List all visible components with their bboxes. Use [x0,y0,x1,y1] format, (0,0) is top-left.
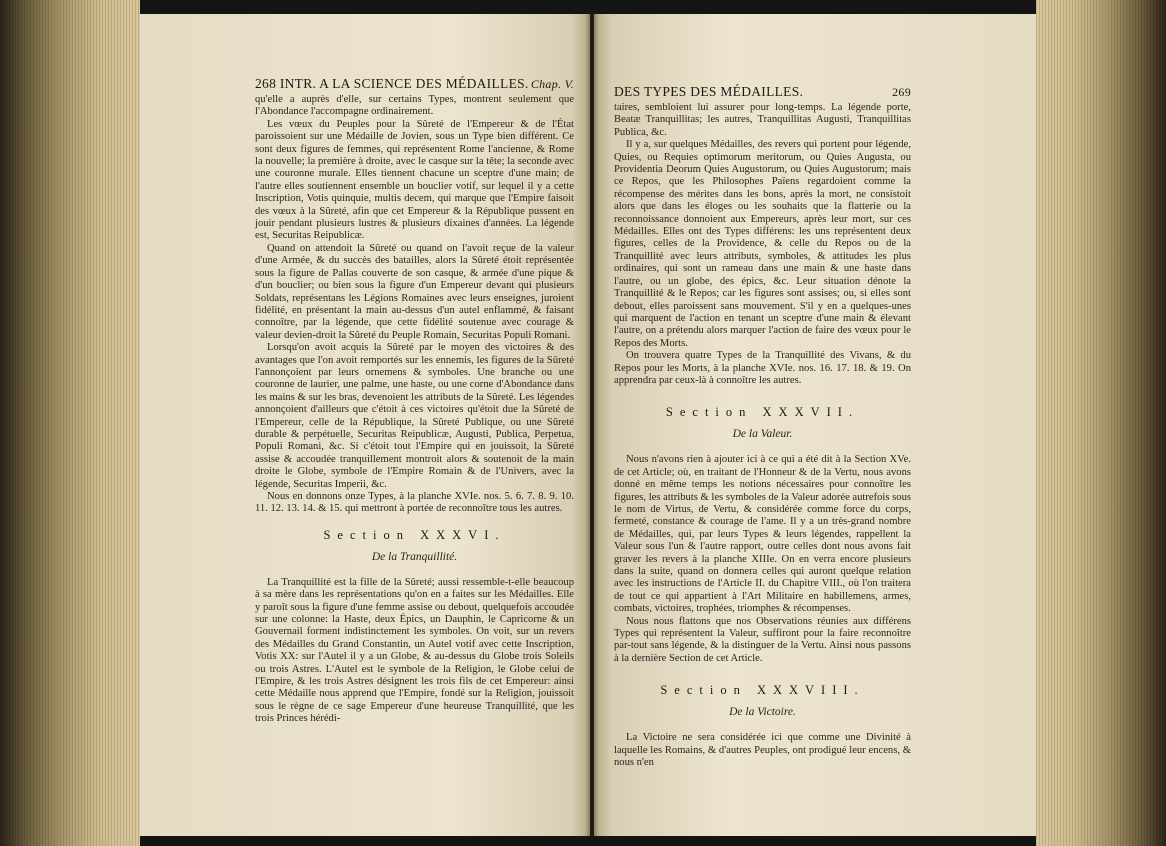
left-running-header [255,76,574,92]
book-gutter [585,14,599,836]
paragraph: taires, sembloient lui assurer pour long-temps. La légende porte, Beatæ Tranquillitas; les autres, Tranquillitas Augusti, Tranquillitas Publica, &c. [614,102,911,138]
page-number: 269 [892,85,911,99]
paragraph: Nous n'avons rien à ajouter ici à ce qui a été dit à la Section XVe. de cet Article; où, en traitant de l'Honneur & de la Vertu, nous avons donné en même temps les notions nécessaires pour connoître les figures, les attributs & les symboles de la Valeur adorée autrefois sous le nom de Virtus, de Vertu, & considérée comme force du corps, fermeté, constance & courage de l'ame. Il y a un très-grand nombre de Médailles, qui, par leurs Types & leurs légendes, rappellent la Valeur sous l'un & l'autre rapport, outre celles dont nous avons fait graver les revers à la planche XIIIe. On en verra encore plusieurs dans la suite, quand on donnera celles qui auront quelque relation avec les instructions de l'Article II. du Chapitre VIII., où l'on traitera de tout ce qui appartient à l'Art Militaire en habillemens, armes, combats, victoires, trophées, triomphes & récompenses. [614,454,911,615]
paragraph: Nous en donnons onze Types, à la planche XVIe. nos. 5. 6. 7. 8. 9. 10. 11. 12. 13. 14. & 15. qui mettront à portée de reconnoître tous les autres. [255,491,574,515]
paragraph: Les vœux du Peuples pour la Sûreté de l'Empereur & de l'État paroissoient sur une Médaille de Jovien, sous un Type bien différent. Ce sont deux figures de femmes, qui représentent Rome l'ancienne, & Rome la nouvelle; la première à droite, avec le casque sur la tête; la seconde avec une couronne murale. Elles tiennent chacune un sceptre d'une main; de l'autre elles soutiennent ensemble un bouclier votif, sur lequel il y a cette Inscription, Votis quinquie, multis decem, qui marque que l'Empire faisoit des vœux à la Sûreté, afin que cet Empereur & la République pussent en jouir pendant plusieurs lustres & plusieurs dixaines d'années. La légende est, Securitas Reipublicæ. [255,118,574,242]
paragraph: On trouvera quatre Types de la Tranquillité des Vivans, & du Repos pour les Morts, à la planche XVIe. nos. 16. 17. 18. & 19. On apprendra par ceux-là à connoître les autres. [614,350,911,386]
section-title: Section XXXVI. [323,527,506,542]
left-page-edges [0,0,140,846]
paragraph: Il y a, sur quelques Médailles, des revers qui portent pour légende, Quies, ou Requies optimorum meritorum, ou Quies Augusta, ou Providentia Deorum Quies Augustorum, ou Quies Augustorum; mais ce Repos, que les Philosophes Païens regardoient comme la récompense des mérites dans les bons, après la mort, ne consistoit alors que dans les éloges ou les souhaits que la flatterie ou la reconnoissance donnoient aux Empereurs, après leur mort, sur ces Médailles. Elles ont des Types différens: les uns représentent deux figures, celles de la Providence, & celle du Repos ou de la Tranquillité avec leurs attributs, symboles, & attitudes les plus ordinaires, qui sont un rameau dans une main & une haste dans l'autre, ou un globe, des épics, &c. Leur situation dénote la Tranquillité & le Repos; car les figures sont assises; ou, si elles sont debout, elles paroissent sans mouvement. S'il y en a quelques-unes qui marquent de l'action en tenant un sceptre d'une main & élevant l'autre, on a prétendu alors marquer l'action de faire des vœux pour le Repos des Morts. [614,139,911,349]
paragraph: Quand on attendoit la Sûreté ou quand on l'avoit reçue de la valeur d'une Armée, & du succès des batailles, alors la Sûreté étoit représentée sous la figure de Pallas couverte de son casque, & armée d'une pique & d'un bouclier; ou bien sous la figure d'un Empereur devant qui plusieurs Soldats, représentans les Légions Romaines avec leurs enseignes, juroient fidélité, en présentant la main au-dessus d'un autel enflammé, & faisant connoître, par la légende, que cette fidélité soutenue avec courage & valeur devien-droit la Sûreté du Peuple Romain, Securitas Populi Romani. [255,242,574,341]
left-header-chapter: Chap. V. [530,77,574,91]
section-subtitle: De la Valeur. [732,428,793,441]
right-header-title: DES TYPES DES MÉDAILLES. [614,84,804,99]
section-subtitle: De la Victoire. [729,706,796,719]
left-page [140,14,590,836]
left-header-title: 268 INTR. A LA SCIENCE DES MÉDAILLES. [255,76,529,91]
paragraph: La Tranquillité est la fille de la Sûreté; aussi ressemble-t-elle beaucoup à sa mère dans les représentations qu'on en a faites sur les Médailles. Elle y paroît sous la figure d'une femme assise ou debout, quelquefois accoudée sur une colonne: la Haste, deux Épics, un Dauphin, le Capricorne & un Gouvernail forment indistinctement les symboles. On voit, sur un revers des Médailles du Grand Constantin, un Autel votif avec cette Inscription, Votis XX: sur l'Autel il y a un Globe, & au-dessus du Globe trois Soleils ou trois Astres. L'Autel est le symbole de la Religion, le Globe celui de l'Empire, & les trois Astres désignent les trois fils de cet Empereur: ainsi cette Médaille nous apprend que l'Empire, fondé sur la Religion, jouissoit sous le règne de ce sage Empereur d'une heureuse Tranquillité, que les trois Princes hérédi- [255,576,574,725]
paragraph: qu'elle a auprès d'elle, sur certains Types, montrent seulement que l'Abondance l'accompagne ordinairement. [255,94,574,118]
section-subtitle: De la Tranquillité. [371,550,458,563]
right-page [594,14,1036,836]
section-title: Section XXXVII. [665,405,860,420]
section-title: Section XXXVIII. [660,683,865,698]
right-page-edges [1036,0,1166,846]
paragraph: Lorsqu'on avoit acquis la Sûreté par le moyen des victoires & des avantages que l'on avoit remportés sur les ennemis, les figures de la Sûreté l'annonçoient par leurs ornemens & symboles. Une branche ou une couronne de laurier, une palme, une haste, ou une corne d'Abondance dans les mains & sur les bras, devenoient les attributs de la Sûreté. Les légendes annonçoient d'ailleurs que c'étoit à ces victoires qu'étoit due la Sûreté de l'Empereur, celle de la République, la Sûreté Publique, ou une Sûreté durable & perpétuelle, Securitas Reipublicæ, Augusti, Publica, Perpetua, Populi Romani, &c. Si c'étoit tout l'Empire qui en jouissoit, la Sûreté assise & accoudée tranquillement montroit alors & soutenoit de la main droite le Globe, symbole de l'Empire Romain & de l'Univers, avec la légende, Securitas Imperii, &c. [255,342,574,490]
paragraph: Nous nous flattons que nos Observations réunies aux différens Types qui représentent la Valeur, suffiront pour la faire reconnoître par-tout sans légende, & la distinguer de la Vertu. Ainsi nous passons à la dernière Section de cet Article. [614,615,911,664]
right-running-header [614,84,911,100]
paragraph: La Victoire ne sera considérée ici que comme une Divinité à laquelle les Romains, & d'autres Peuples, ont prodigué leur encens, & nous n'en [614,732,911,769]
